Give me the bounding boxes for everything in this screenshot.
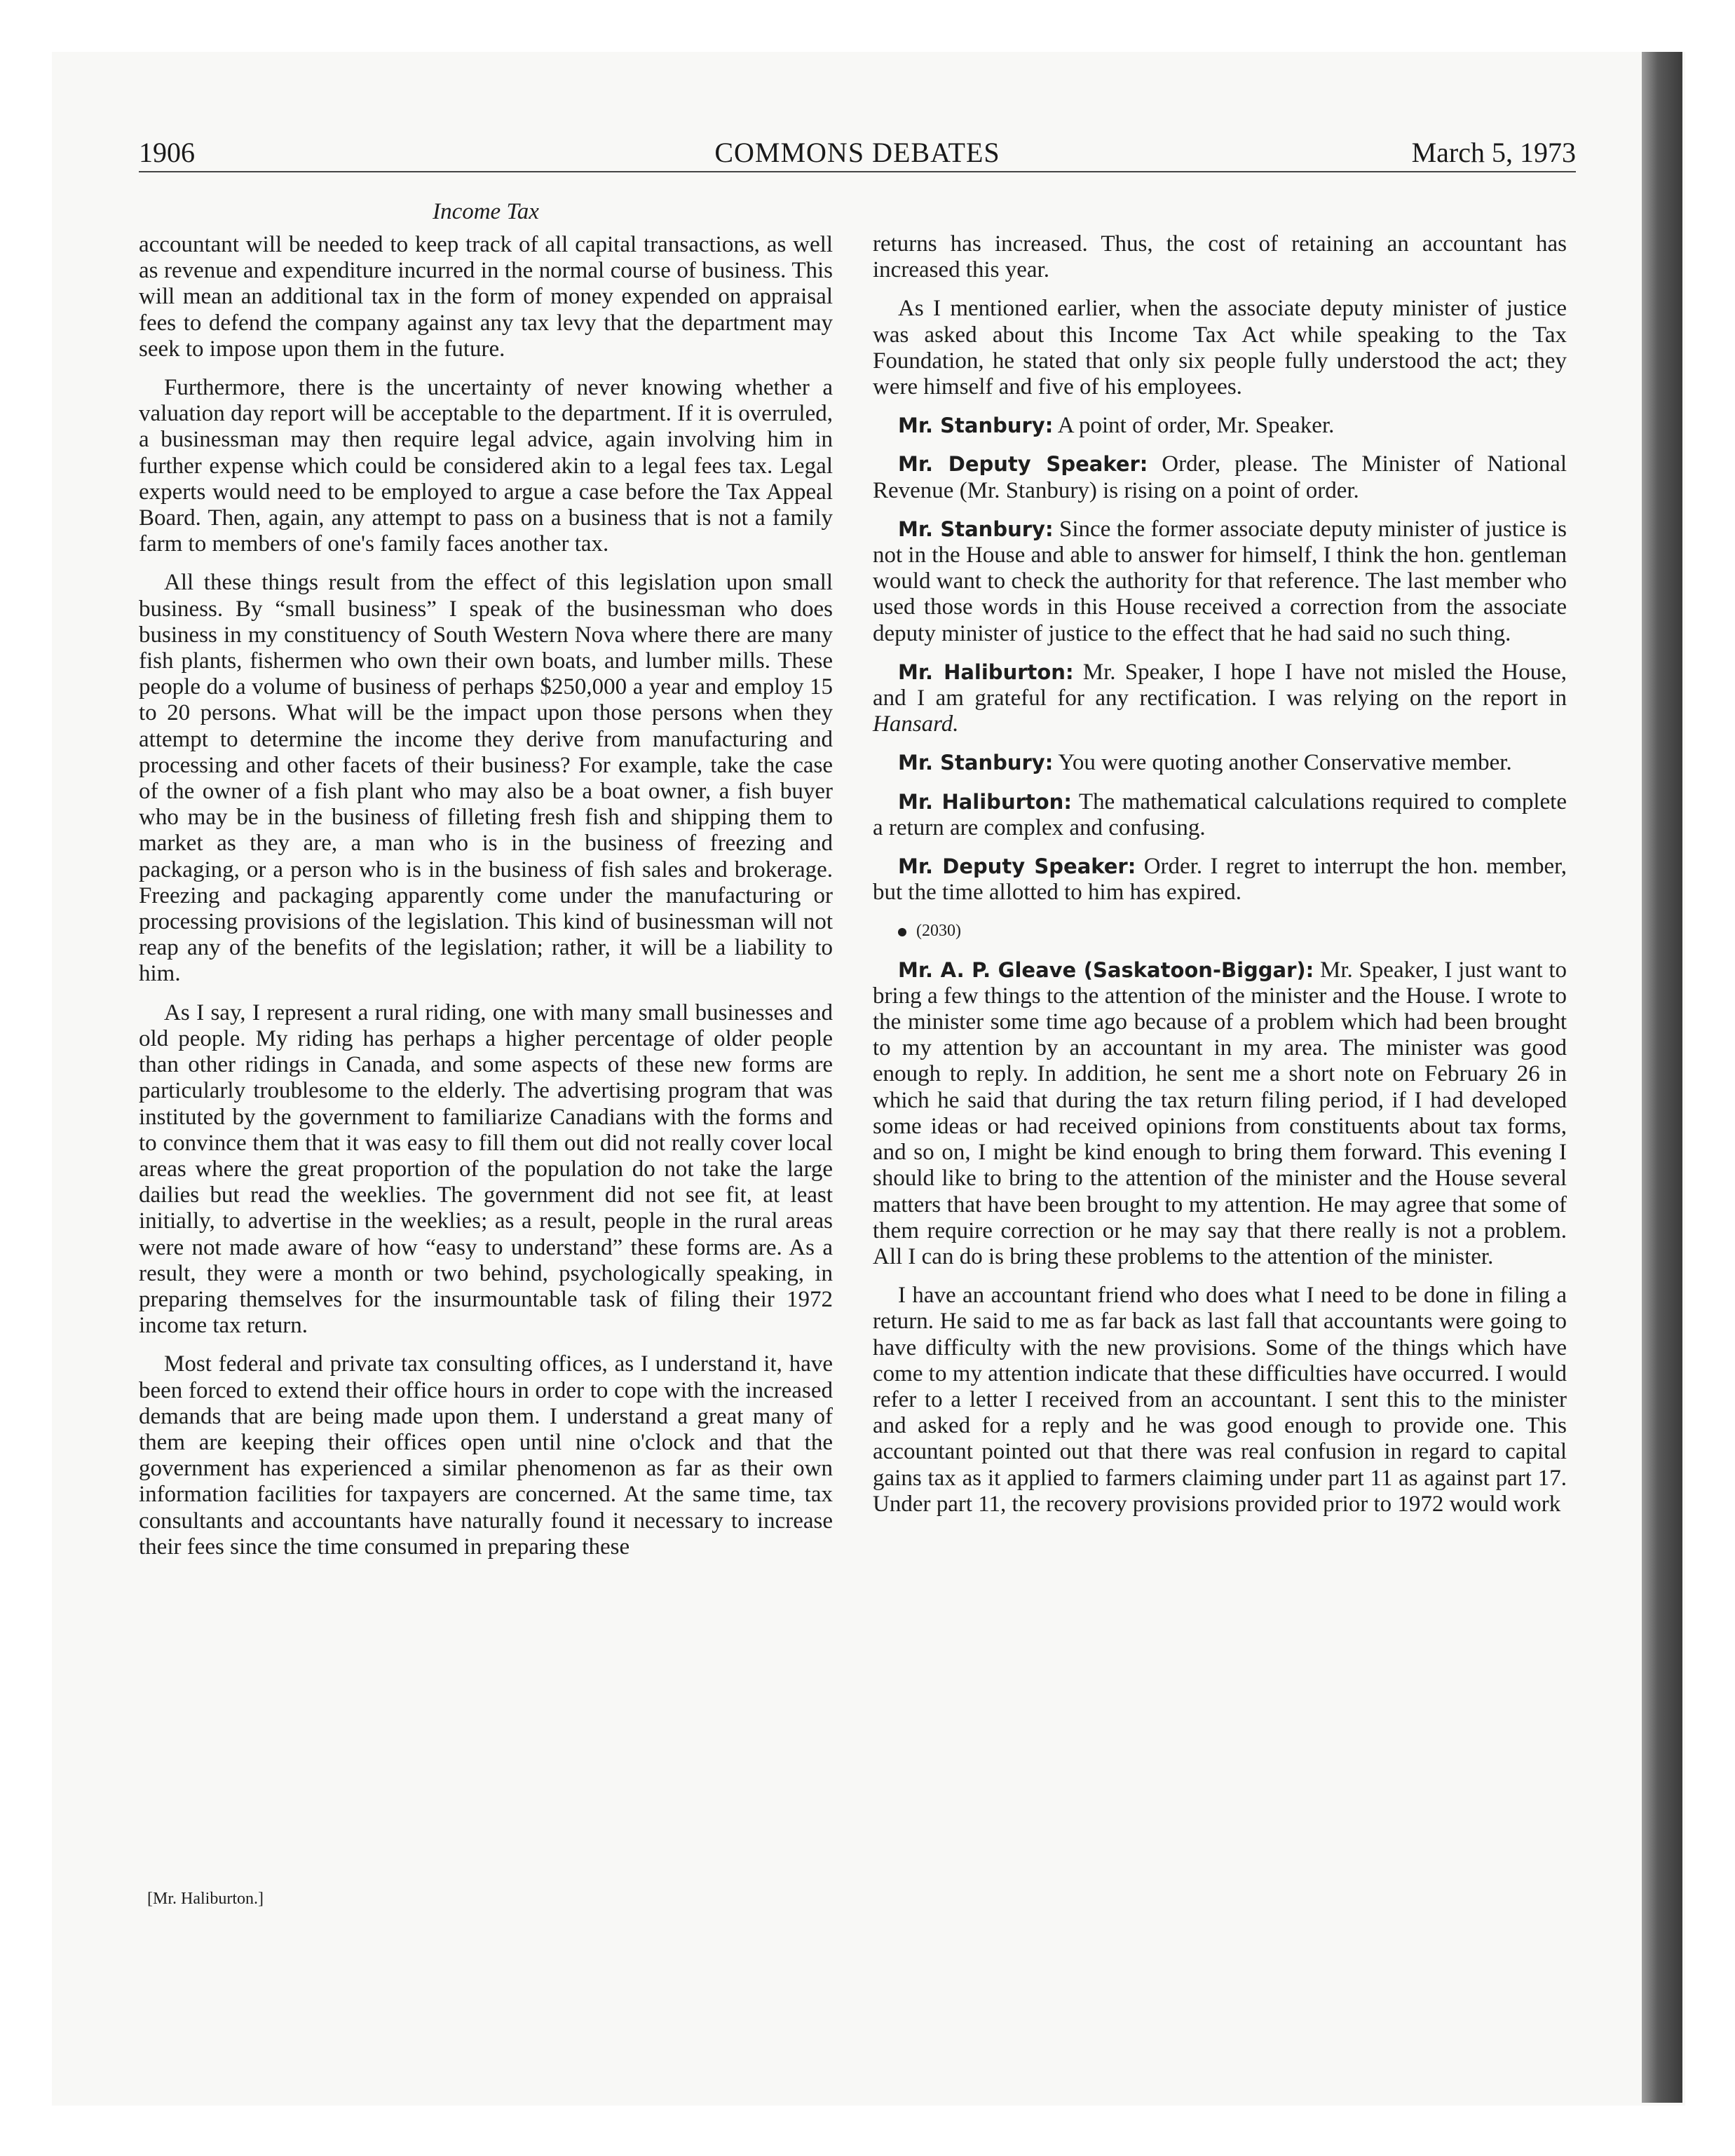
paragraph: As I say, I represent a rural riding, one with many small businesses and old people. My riding has perhaps a higher percentage of older people than other ridings in Canada, and some aspects of these new forms are particularly troublesome to the elderly. The advertising program that was instituted by the government to familiarize Canadians with the forms and to convince them that it was easy to fill them out did not really cover local areas where the great proportion of the population do not take the large dailies but read the weeklies. The government did not see fit, at least initially, to advertise in the weeklies; as a result, people in the rural areas were not made aware of how “easy to understand” these forms are. As a result, they were a month or two behind, psychologically speaking, in preparing themselves for the insurmountable task of filing their 1972 income tax return. <box>139 999 833 1339</box>
scan-edge-bar <box>1642 52 1682 2103</box>
time-marker-text: (2030) <box>916 922 961 941</box>
speech-text: Since the former associate deputy minister of justice is not in the House and able to answer for himself, I think the hon. gentleman would want to check the authority for that reference. The last member who used those words in this House received a correction from the associate deputy minister of justice to the effect that he had said no such thing. <box>873 516 1567 646</box>
speech-text: You were quoting another Conservative member. <box>1058 750 1512 776</box>
paragraph: As I mentioned earlier, when the associate deputy minister of justice was asked about this Income Tax Act while speaking to the Tax Foundation, he stated that only six people fully understood the act; they were himself and five of his employees. <box>873 296 1567 400</box>
paragraph: accountant will be needed to keep track of all capital transactions, as well as revenue and expenditure incurred in the normal course of business. This will mean an additional tax in the form of money expended on appraisal fees to defend the company against any tax levy that the department may seek to impose upon them in the future. <box>139 232 833 362</box>
speech-text: The mathematical calculations required to complete a return are complex and confusing. <box>873 789 1567 840</box>
left-column <box>139 199 833 1573</box>
paragraph: returns has increased. Thus, the cost of retaining an accountant has increased this year. <box>873 231 1567 283</box>
section-title: Income Tax <box>433 199 539 224</box>
paragraph: I have an accountant friend who does what I need to be done in filing a return. He said to me as far back as last fall that accountants were going to have difficulty with the new provisions. Some of the things which have come to my attention indicate that these difficulties have occurred. I would refer to a letter I received from an accountant. I sent this to the minister and asked for a reply and he was good enough to provide one. This accountant pointed out that there was real confusion in regard to capital gains tax as it applied to farmers claiming under part 11 as against part 17. Under part 11, the recovery provisions provided prior to 1972 would work <box>873 1283 1567 1517</box>
speaker-name: Mr. Stanbury: <box>898 414 1054 438</box>
speech-text: Mr. Speaker, I hope I have not misled the House, and I am grateful for any rectification. I was relying on the report in <box>873 659 1567 711</box>
speaker-name: Mr. A. P. Gleave (Saskatoon-Biggar): <box>898 957 1314 982</box>
paragraph: Most federal and private tax consulting offices, as I understand it, have been forced to extend their office hours in order to cope with the increased demands that are being made upon them. I understand a great many of them are keeping their offices open until nine o'clock and that the government has experienced a similar phenomenon as far as their own information facilities for taxpayers are concerned. At the same time, tax consultants and accountants have naturally found it necessary to increase their fees since the time consumed in preparing these <box>139 1351 833 1560</box>
speaker-name: Mr. Deputy Speaker: <box>898 452 1148 477</box>
speech-stanbury-2 <box>873 517 1567 647</box>
speaker-name: Mr. Stanbury: <box>898 517 1054 541</box>
speech-deputy-speaker-2 <box>873 854 1567 906</box>
speech-gleave-1 <box>873 957 1567 1270</box>
speaker-attribution: [Mr. Haliburton.] <box>147 1890 264 1908</box>
publication-title: COMMONS DEBATES <box>714 137 1000 168</box>
speaker-name: Mr. Haliburton: <box>898 660 1074 684</box>
speaker-name: Mr. Stanbury: <box>898 751 1054 775</box>
paragraph: Furthermore, there is the uncertainty of never knowing whether a valuation day report will be acceptable to the department. If it is overruled, a businessman may then require legal advice, again involving him in further expense which could be considered akin to a legal fees tax. Legal experts would need to be employed to argue a case before the Tax Appeal Board. Then, again, any attempt to pass on a business that is not a family farm to members of one's family faces another tax. <box>139 375 833 557</box>
running-header <box>139 135 1576 172</box>
speech-stanbury-1 <box>873 413 1567 439</box>
publication-date: March 5, 1973 <box>1411 137 1576 168</box>
page-number: 1906 <box>139 137 195 168</box>
speech-text: Mr. Speaker, I just want to bring a few things to the attention of the minister and the House. I wrote to the minister some time ago because of a problem which had been brought to my attention by an accountant in my area. The minister was good enough to reply. In addition, he sent me a short note on February 26 in which he said that during the tax return filing period, if I had developed some ideas or had received opinions from constituents about tax forms, and so on, I might be kind enough to bring them forward. This evening I should like to bring to the attention of the minister and the House several matters that have been brought to my attention. He may agree that some of them require correction or he may say that there really is not a problem. All I can do is bring these problems to the attention of the minister. <box>873 957 1567 1269</box>
speaker-name: Mr. Haliburton: <box>898 789 1072 814</box>
speech-text: Order. I regret to interrupt the hon. member, but the time allotted to him has expired. <box>873 854 1567 906</box>
right-column <box>873 231 1567 1530</box>
speaker-name: Mr. Deputy Speaker: <box>898 854 1136 879</box>
speech-stanbury-3 <box>873 750 1567 776</box>
speech-deputy-speaker-1 <box>873 451 1567 503</box>
time-marker <box>873 918 1567 944</box>
paragraph: All these things result from the effect of this legislation upon small business. By “small business” I speak of the businessman who does business in my constituency of South Western Nova where there are many fish plants, fishermen who own their own boats, and lumber mills. These people do a volume of business of perhaps $250,000 a year and employ 15 to 20 persons. What will be the impact upon those persons when they attempt to determine the income they derive from manufacturing and processing and other facets of their business? For example, take the case of the owner of a fish plant who may also be a boat owner, a fish buyer who may be in the business of filleting fresh fish and shipping them to market as they are, a man who is in the business of freezing and packaging, or a person who is in the business of fish sales and brokerage. Freezing and packaging apparently come under the manufacturing or processing provisions of the legislation. This kind of businessman will not reap any of the benefits of the legislation; rather, it will be a liability to him. <box>139 570 833 987</box>
speech-text: A point of order, Mr. Speaker. <box>1057 413 1335 439</box>
bullet-dot-icon <box>898 928 906 936</box>
speech-haliburton-2 <box>873 789 1567 841</box>
speech-haliburton-1 <box>873 660 1567 738</box>
hansard-italic: Hansard. <box>873 711 959 737</box>
speech-text: Order, please. The Minister of National Revenue (Mr. Stanbury) is rising on a point of order. <box>873 451 1567 503</box>
